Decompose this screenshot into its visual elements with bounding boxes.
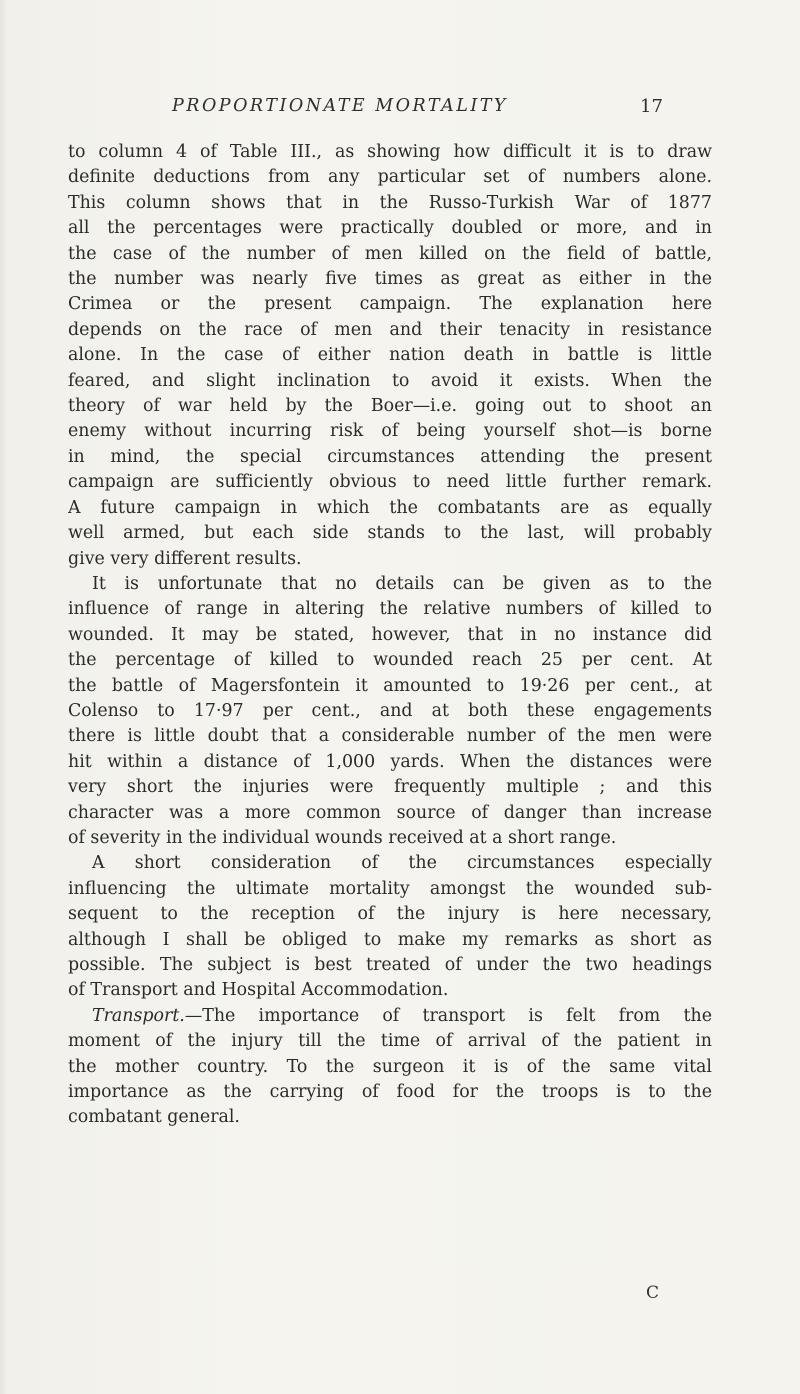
text-line: sequent to the reception of the injury is here necessary, <box>68 904 712 925</box>
text-line: the percentage of killed to wounded reach 25 per cent. At <box>68 650 712 671</box>
text-line: A future campaign in which the combatants are as equally <box>68 497 712 518</box>
text-line: alone. In the case of either nation death in battle is little <box>68 345 712 366</box>
text-line: there is little doubt that a considerable number of the men were <box>68 726 712 747</box>
text-line: of severity in the individual wounds received at a short range. <box>68 827 617 848</box>
text-line: importance as the carrying of food for the troops is to the <box>68 1082 712 1103</box>
text-line: of Transport and Hospital Accommodation. <box>68 980 449 1001</box>
text-line: character was a more common source of danger than increase <box>68 802 712 823</box>
text-line: It is unfortunate that no details can be given as to the <box>92 573 712 594</box>
text-line: although I shall be obliged to make my remarks as short as <box>68 929 712 950</box>
page-edge-shadow <box>0 0 8 1394</box>
text-line: very short the injuries were frequently multiple ; and this <box>68 777 712 798</box>
text-line: moment of the injury till the time of arrival of the patient in <box>68 1031 712 1052</box>
text-line: to column 4 of Table III., as showing how difficult it is to draw <box>68 142 712 162</box>
text-line: the case of the number of men killed on the field of battle, <box>68 243 712 264</box>
text-line: hit within a distance of 1,000 yards. When the distances were <box>68 751 712 772</box>
text-line-transport <box>68 1004 712 1029</box>
text-line: well armed, but each side stands to the last, will probably <box>68 523 712 544</box>
running-head: PROPORTIONATE MORTALITY <box>172 96 508 116</box>
text-line: theory of war held by the Boer—i.e. going out to shoot an <box>68 396 712 417</box>
body-text <box>68 140 712 1131</box>
text-line: Crimea or the present campaign. The explanation here <box>68 294 712 315</box>
text-line: campaign are sufficiently obvious to need little further remark. <box>68 472 712 493</box>
text-line: enemy without incurring risk of being yourself shot—is borne <box>68 421 712 442</box>
page-number: 17 <box>640 96 663 117</box>
text-line: A short consideration of the circumstances especially <box>92 853 712 874</box>
signature-mark: C <box>646 1283 660 1303</box>
text-line: depends on the race of men and their tenacity in resistance <box>68 319 712 340</box>
text-line: the number was nearly five times as great as either in the <box>68 269 712 290</box>
text-line: definite deductions from any particular set of numbers alone. <box>68 167 712 188</box>
text-line: feared, and slight inclination to avoid it exists. When the <box>68 370 712 391</box>
text-line: combatant general. <box>68 1107 240 1128</box>
text-line: all the percentages were practically doubled or more, and in <box>68 218 712 239</box>
text-line: wounded. It may be stated, however, that in no instance did <box>68 624 712 645</box>
transport-text: —The importance of transport is felt from the <box>184 1005 712 1026</box>
text-line: influence of range in altering the relative numbers of killed to <box>68 599 712 620</box>
text-line: possible. The subject is best treated of under the two headings <box>68 955 712 975</box>
text-line: This column shows that in the Russo-Turkish War of 1877 <box>68 192 712 213</box>
text-line: give very different results. <box>68 548 302 569</box>
text-line: Colenso to 17·97 per cent., and at both these engagements <box>68 700 712 721</box>
text-line: influencing the ultimate mortality amongst the wounded sub- <box>68 878 712 899</box>
text-line: the mother country. To the surgeon it is of the same vital <box>68 1056 712 1077</box>
text-line: in mind, the special circumstances attending the present <box>68 446 712 467</box>
transport-heading: Transport. <box>92 1005 185 1026</box>
text-line: the battle of Magersfontein it amounted to 19·26 per cent., at <box>68 675 712 696</box>
